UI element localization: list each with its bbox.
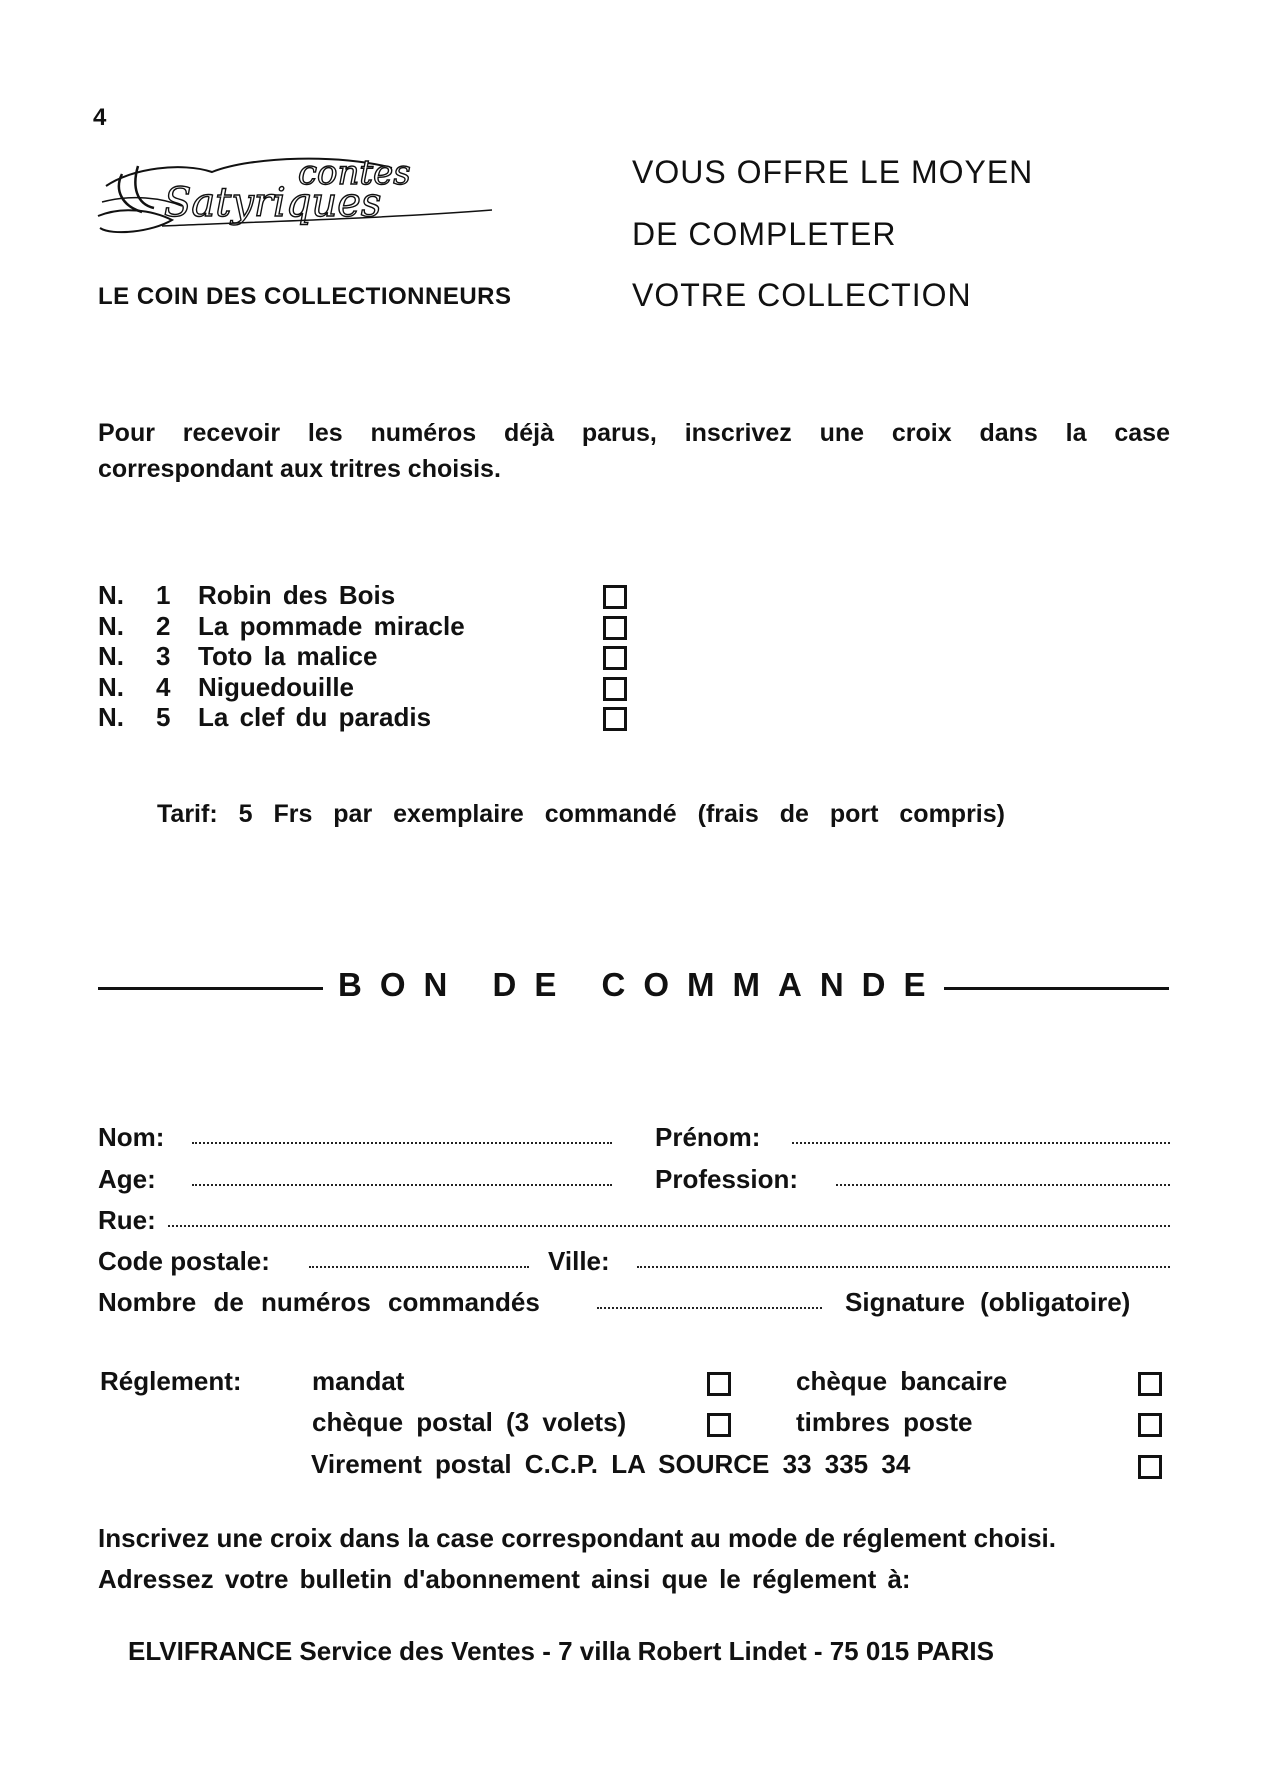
issue-number: 4 (156, 672, 171, 702)
issue-row (98, 702, 658, 732)
page-number: 4 (93, 104, 107, 131)
issue-row (98, 672, 658, 702)
divider-right (944, 987, 1169, 990)
issue-title: La clef du paradis (198, 702, 432, 732)
rue-field[interactable] (168, 1225, 1170, 1227)
issue-prefix: N. (98, 702, 124, 732)
issue-4-checkbox[interactable] (603, 677, 627, 701)
virement-checkbox[interactable] (1138, 1455, 1162, 1479)
issue-title: Niguedouille (198, 672, 354, 702)
intro-line-1: Pour recevoir les numéros déjà parus, inscrivez une croix dans la case (98, 419, 1170, 447)
issue-5-checkbox[interactable] (603, 707, 627, 731)
profession-field[interactable] (836, 1184, 1170, 1186)
issue-row (98, 580, 658, 610)
issue-2-checkbox[interactable] (603, 616, 627, 640)
nombre-label: Nombre de numéros commandés (98, 1287, 540, 1317)
cheque-bancaire-checkbox[interactable] (1138, 1372, 1162, 1396)
issue-number: 5 (156, 702, 171, 732)
issue-title: La pommade miracle (198, 611, 465, 641)
divider-left (98, 987, 323, 990)
issue-prefix: N. (98, 672, 124, 702)
reglement-label: Réglement: (100, 1366, 242, 1396)
age-field[interactable] (192, 1184, 612, 1186)
cheque-bancaire-label: chèque bancaire (796, 1366, 1008, 1396)
footer-address-intro: Adressez votre bulletin d'abonnement ainsi que le réglement à: (98, 1564, 911, 1594)
nom-label: Nom: (98, 1122, 165, 1152)
mandat-label: mandat (312, 1366, 405, 1396)
offer-line-1: VOUS OFFRE LE MOYEN (632, 154, 1034, 190)
logo-text-satyriques: Satyriques (164, 180, 382, 226)
issue-number: 2 (156, 611, 171, 641)
intro-line-2: correspondant aux tritres choisis. (98, 455, 501, 483)
code-postale-field[interactable] (309, 1266, 529, 1268)
issue-number: 3 (156, 641, 171, 671)
prenom-label: Prénom: (655, 1122, 761, 1152)
issue-3-checkbox[interactable] (603, 646, 627, 670)
issue-title: Toto la malice (198, 641, 378, 671)
cheque-postal-checkbox[interactable] (707, 1413, 731, 1437)
virement-label: Virement postal C.C.P. LA SOURCE 33 335 34 (311, 1449, 911, 1479)
price-note: Tarif: 5 Frs par exemplaire commandé (frais de port compris) (157, 800, 1005, 828)
offer-line-2: DE COMPLETER (632, 216, 897, 252)
collectors-corner-title: LE COIN DES COLLECTIONNEURS (98, 283, 512, 310)
order-form-title: BON DE COMMANDE (338, 966, 944, 1003)
mandat-checkbox[interactable] (707, 1372, 731, 1396)
prenom-field[interactable] (792, 1142, 1170, 1144)
issue-title: Robin des Bois (198, 580, 396, 610)
contes-satyriques-logo (92, 146, 502, 242)
issue-prefix: N. (98, 611, 124, 641)
offer-line-3: VOTRE COLLECTION (632, 277, 972, 313)
issue-row (98, 611, 658, 641)
nombre-field[interactable] (597, 1307, 822, 1309)
issue-prefix: N. (98, 580, 124, 610)
issue-1-checkbox[interactable] (603, 585, 627, 609)
age-label: Age: (98, 1164, 156, 1194)
footer-address: ELVIFRANCE Service des Ventes - 7 villa Robert Lindet - 75 015 PARIS (128, 1636, 994, 1666)
footer-instruction: Inscrivez une croix dans la case correspondant au mode de réglement choisi. (98, 1523, 1056, 1553)
nom-field[interactable] (192, 1142, 612, 1144)
rue-label: Rue: (98, 1205, 156, 1235)
timbres-poste-label: timbres poste (796, 1407, 973, 1437)
ville-field[interactable] (637, 1266, 1170, 1268)
ville-label: Ville: (548, 1246, 610, 1276)
cheque-postal-label: chèque postal (3 volets) (312, 1407, 627, 1437)
logo-text-contes: contes (298, 153, 411, 193)
signature-label: Signature (obligatoire) (845, 1287, 1131, 1317)
issue-row (98, 641, 658, 671)
issue-prefix: N. (98, 641, 124, 671)
issue-number: 1 (156, 580, 171, 610)
profession-label: Profession: (655, 1164, 799, 1194)
timbres-poste-checkbox[interactable] (1138, 1413, 1162, 1437)
code-postale-label: Code postale: (98, 1246, 270, 1276)
